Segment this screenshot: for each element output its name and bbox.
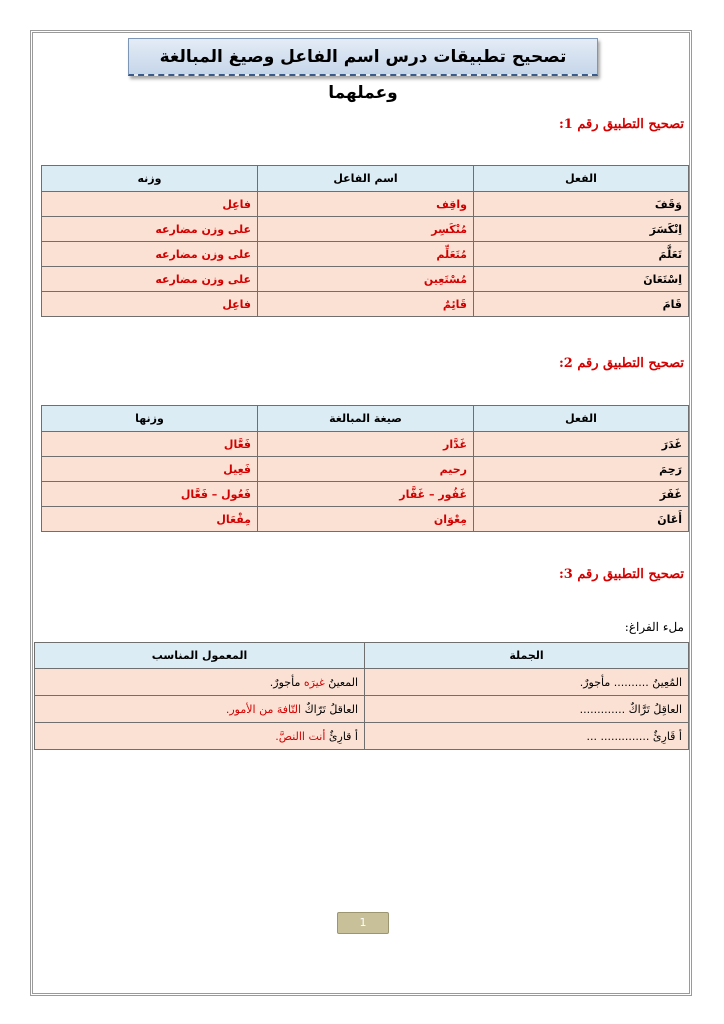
verb-cell: رَحِمَ — [474, 457, 689, 482]
answer-cell: غَفُور – غَفَّار — [258, 482, 474, 507]
answer-cell: مِفْعَال — [42, 507, 258, 532]
section-3-heading: تصحيح التطبيق رقم 3: — [558, 567, 684, 582]
answer-prefix: أ قارِئٌ — [325, 729, 358, 743]
sentence-cell: أ قَارِئٌ .............. ... — [365, 723, 689, 750]
answer-cell: على وزن مضارعه — [42, 217, 258, 242]
header-cell: وزنه — [42, 166, 258, 192]
sentence-cell: العاقِلُ تَرَّاكٌ ............. — [365, 696, 689, 723]
header-cell: المعمول المناسب — [35, 643, 365, 669]
verb-cell: غَدَرَ — [474, 432, 689, 457]
answer-prefix: المعينُ — [324, 675, 358, 689]
header-cell: وزنها — [42, 406, 258, 432]
answer-fill: غيرَه — [303, 675, 325, 689]
verb-cell: غَفَرَ — [474, 482, 689, 507]
answer-cell — [35, 696, 365, 723]
verb-cell: اِنْكَسَرَ — [474, 217, 689, 242]
answer-fill: أنت االنصَّ. — [275, 729, 326, 743]
answer-cell: فَعُول – فَعَّال — [42, 482, 258, 507]
answer-prefix: العاقلُ تَرّاكٌ — [301, 702, 358, 716]
answer-cell: رحيم — [258, 457, 474, 482]
answer-cell: واقِف — [258, 192, 474, 217]
table-header — [42, 166, 689, 192]
verb-cell: أَعَانَ — [474, 507, 689, 532]
table-row — [42, 457, 689, 482]
verb-cell: تَعَلَّمَ — [474, 242, 689, 267]
page-number: 1 — [337, 912, 389, 934]
table-row — [35, 696, 689, 723]
answer-cell: قَائِمٌ — [258, 292, 474, 317]
header-cell: الفعل — [474, 406, 689, 432]
header-cell: صيغة المبالغة — [258, 406, 474, 432]
answer-fill: التّافهَ من الأمور. — [225, 702, 302, 716]
table-2 — [41, 405, 689, 532]
table-3 — [34, 642, 689, 750]
answer-cell — [35, 723, 365, 750]
table-row — [42, 292, 689, 317]
answer-cell: على وزن مضارعه — [42, 267, 258, 292]
verb-cell: وَقَفَ — [474, 192, 689, 217]
answer-cell: غَدَّار — [258, 432, 474, 457]
header-cell: الفعل — [474, 166, 689, 192]
table-row — [42, 267, 689, 292]
answer-cell: مُتَعَلِّم — [258, 242, 474, 267]
answer-cell: مِعْوَان — [258, 507, 474, 532]
header-cell: اسم الفاعل — [258, 166, 474, 192]
page-title: تصحيح تطبيقات درس اسم الفاعل وصيغ المبالغة وعملهما — [128, 38, 598, 76]
sentence-cell: المُعِينُ .......... مأجورٌ. — [365, 669, 689, 696]
answer-cell: فَعِيل — [42, 457, 258, 482]
answer-cell: مُنْكَسِر — [258, 217, 474, 242]
table-header — [35, 643, 689, 669]
table-row — [42, 217, 689, 242]
table-row — [35, 723, 689, 750]
table-row — [42, 507, 689, 532]
header-cell: الجملة — [365, 643, 689, 669]
verb-cell: قَامَ — [474, 292, 689, 317]
answer-cell: فاعِل — [42, 192, 258, 217]
answer-cell — [35, 669, 365, 696]
table-row — [42, 242, 689, 267]
table-row — [42, 482, 689, 507]
answer-cell: فَعَّال — [42, 432, 258, 457]
verb-cell: اِسْتَعَانَ — [474, 267, 689, 292]
table-1 — [41, 165, 689, 317]
answer-suffix: مأجورٌ. — [269, 675, 304, 689]
section-2-heading: تصحيح التطبيق رقم 2: — [558, 356, 684, 371]
table-row — [42, 432, 689, 457]
table-row — [35, 669, 689, 696]
table-header — [42, 406, 689, 432]
table-row — [42, 192, 689, 217]
answer-cell: مُسْتَعِين — [258, 267, 474, 292]
section-1-heading: تصحيح التطبيق رقم 1: — [558, 117, 684, 132]
answer-cell: على وزن مضارعه — [42, 242, 258, 267]
instruction-text: ملء الفراغ: — [624, 620, 684, 634]
answer-cell: فاعِل — [42, 292, 258, 317]
